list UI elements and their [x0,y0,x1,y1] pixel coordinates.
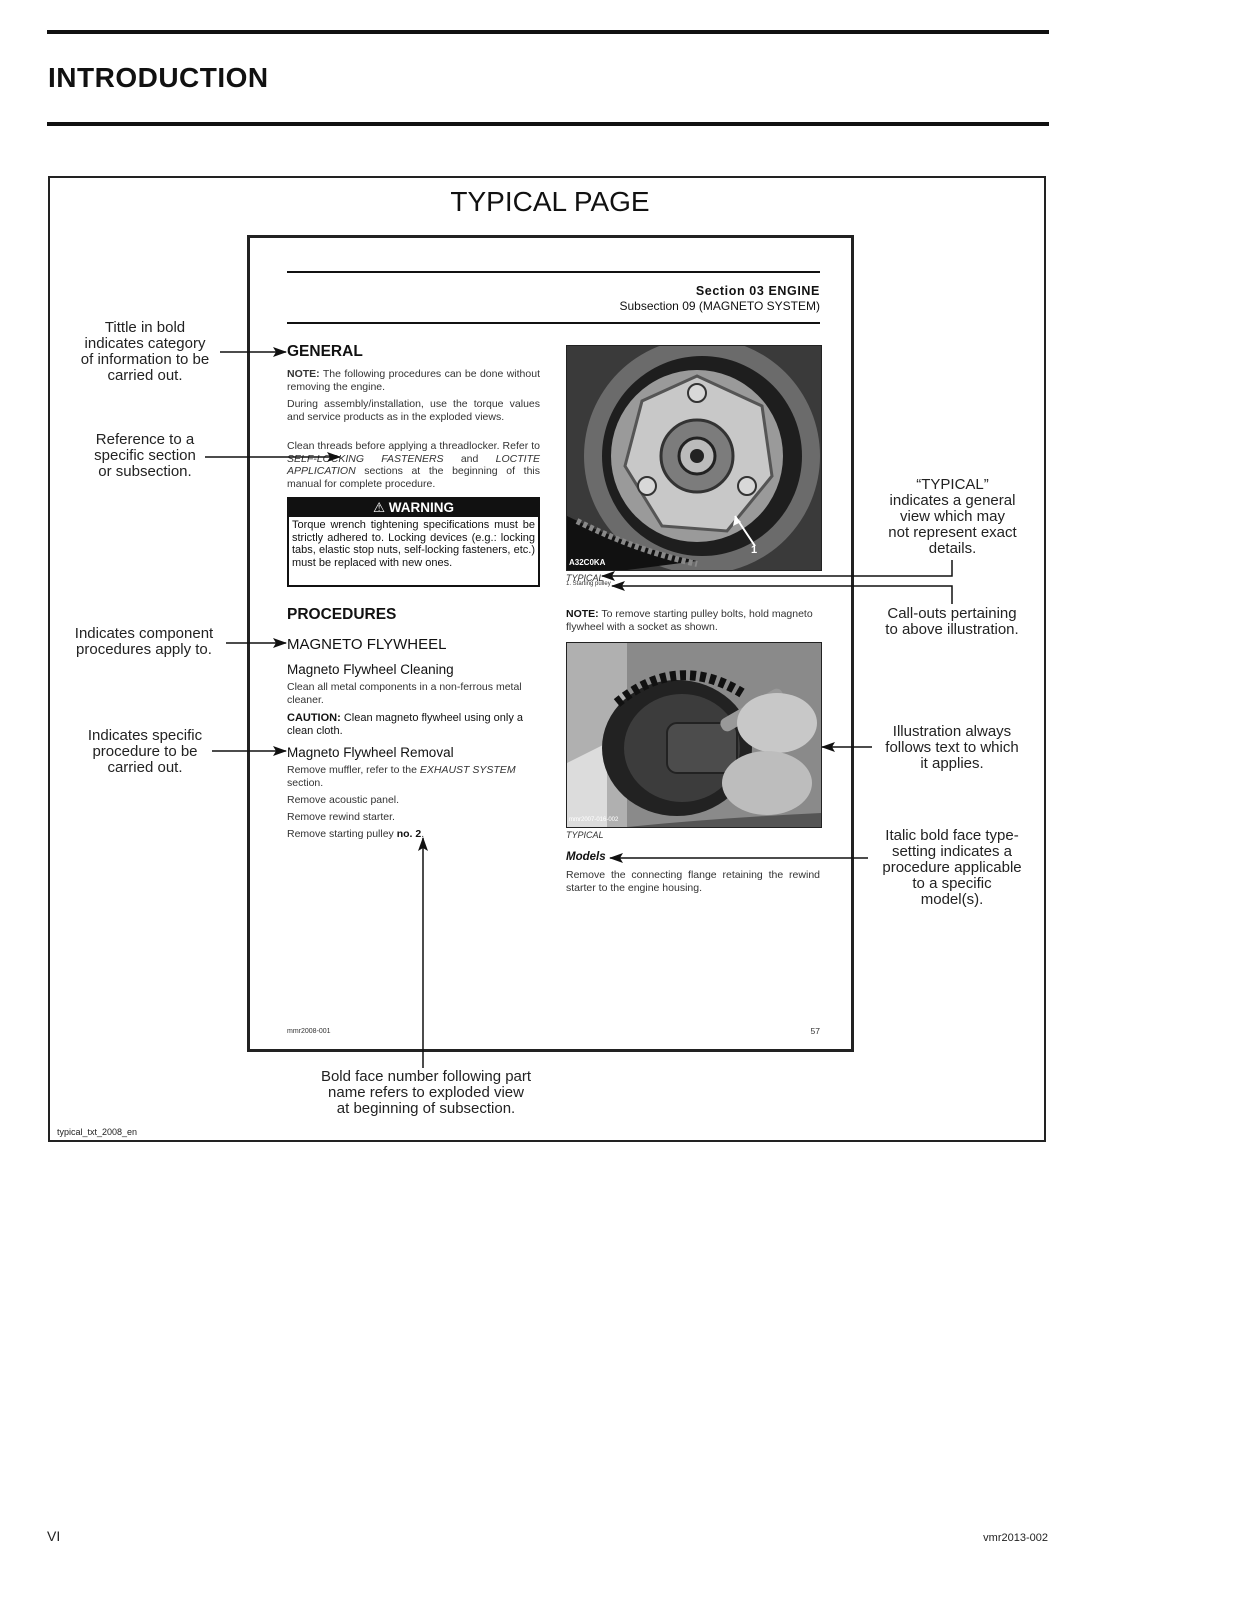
callout-line: not represent exact [888,524,1017,541]
callout-line: procedures apply to. [76,641,212,658]
document-code: vmr2013-002 [983,1532,1048,1544]
cleaning-heading: Magneto Flywheel Cleaning [287,662,454,677]
callout-line: Indicates specific [87,727,203,744]
procedures-heading: PROCEDURES [287,606,397,623]
photo1-caption: 1. Starting pulley [566,581,611,587]
removal-4c: . [421,828,425,840]
sample-footer-code: mmr2008-001 [287,1028,331,1035]
callout-line: Reference to a [95,431,195,448]
callout-line: specific section [94,447,196,464]
callout-line: procedure to be [92,743,198,760]
callout-line: Indicates component [74,625,214,642]
callout-line: Bold face number following part [320,1068,532,1085]
callout-line: or subsection. [98,463,192,480]
callout-line: to a specific [912,875,992,892]
warning-title: ⚠ WARNING [289,499,538,517]
removal-step-3: Remove rewind starter. [287,811,395,823]
callout-line: Italic bold face type- [885,827,1019,844]
sample-section: Section 03 ENGINE [695,284,820,298]
page-title: INTRODUCTION [48,62,269,93]
threads-b: sections at the beginning of this manual for complete procedure. [287,465,540,490]
callout-line: setting indicates a [891,843,1013,860]
loctite-link[interactable]: LOCTITE APPLICATION [287,452,540,477]
typical-label-2: TYPICAL [566,830,604,840]
callout-line: Tittle in bold [104,319,186,336]
photo1-code: A32C0KA [569,558,606,567]
page-number: VI [47,1528,61,1544]
exhaust-link[interactable]: EXHAUST SYSTEM [419,764,516,776]
removal-heading: Magneto Flywheel Removal [287,745,454,760]
callout-line: Call-outs pertaining [887,605,1017,622]
sample-subsection: Subsection 09 (MAGNETO SYSTEM) [619,299,820,313]
callout-line: indicates a general [889,492,1016,509]
removal-1a: Remove muffler, refer to the [287,764,420,776]
assembly-text: During assembly/installation, use the torque values and service products as in the exploded views. [287,398,540,423]
general-heading: GENERAL [287,343,363,360]
note2-text: To remove starting pulley bolts, hold magneto flywheel with a socket as shown. [566,608,813,633]
threads-a: Clean threads before applying a threadlocker. Refer to [287,440,540,452]
removal-step-2: Remove acoustic panel. [287,794,400,806]
note2-label: NOTE: [566,608,599,620]
part-number: no. 2 [396,828,422,840]
note-text: The following procedures can be done without removing the engine. [287,368,540,393]
cleaning-text: Clean all metal components in a non-ferrous metal cleaner. [287,681,522,706]
caution-label: CAUTION: [287,712,341,724]
callout-line: of information to be [80,351,210,368]
photo1-callout: 1 [751,544,758,556]
callout-line: details. [928,540,977,557]
caution-body: Clean magneto flywheel using only a clean cloth. [287,712,524,737]
callout-line: procedure applicable [882,859,1022,876]
component-heading: MAGNETO FLYWHEEL [287,636,447,653]
self-locking-link[interactable]: SELF-LOCKING FASTENERS [287,452,444,465]
callout-line: Illustration always [892,723,1012,740]
typical-label: TYPICAL [566,573,604,583]
callout-line: to above illustration. [885,621,1019,638]
callout-line: name refers to exploded view [328,1084,524,1101]
threads-and: and [443,452,496,465]
callout-line: carried out. [107,367,183,384]
note-label: NOTE: [287,368,320,380]
callout-line: indicates category [84,335,206,352]
callout-line: follows text to which [885,739,1019,756]
callout-line: it applies. [920,755,984,772]
models-text: Remove the connecting flange retaining the rewind starter to the engine housing. [566,869,820,894]
figure-code: typical_txt_2008_en [57,1127,138,1137]
sample-page-number: 57 [810,1026,820,1036]
figure-title: TYPICAL PAGE [450,186,650,217]
photo2-code: mmr2007-016-002 [569,817,619,823]
callout-line: view which may [899,508,1006,525]
callout-line: model(s). [920,891,984,908]
callout-line: carried out. [107,759,183,776]
removal-1b: section. [287,776,324,789]
models-label: Models [566,851,606,863]
callout-line: “TYPICAL” [916,476,989,493]
callout-line: at beginning of subsection. [336,1100,516,1117]
removal-4a: Remove starting pulley [287,828,397,840]
warning-text: Torque wrench tightening specifications must be strictly adhered to. Locking devices (e.g.: locking tabs, elastic stop nuts, self-locking fasteners, etc.) must be replaced with new ones. [292,519,535,570]
